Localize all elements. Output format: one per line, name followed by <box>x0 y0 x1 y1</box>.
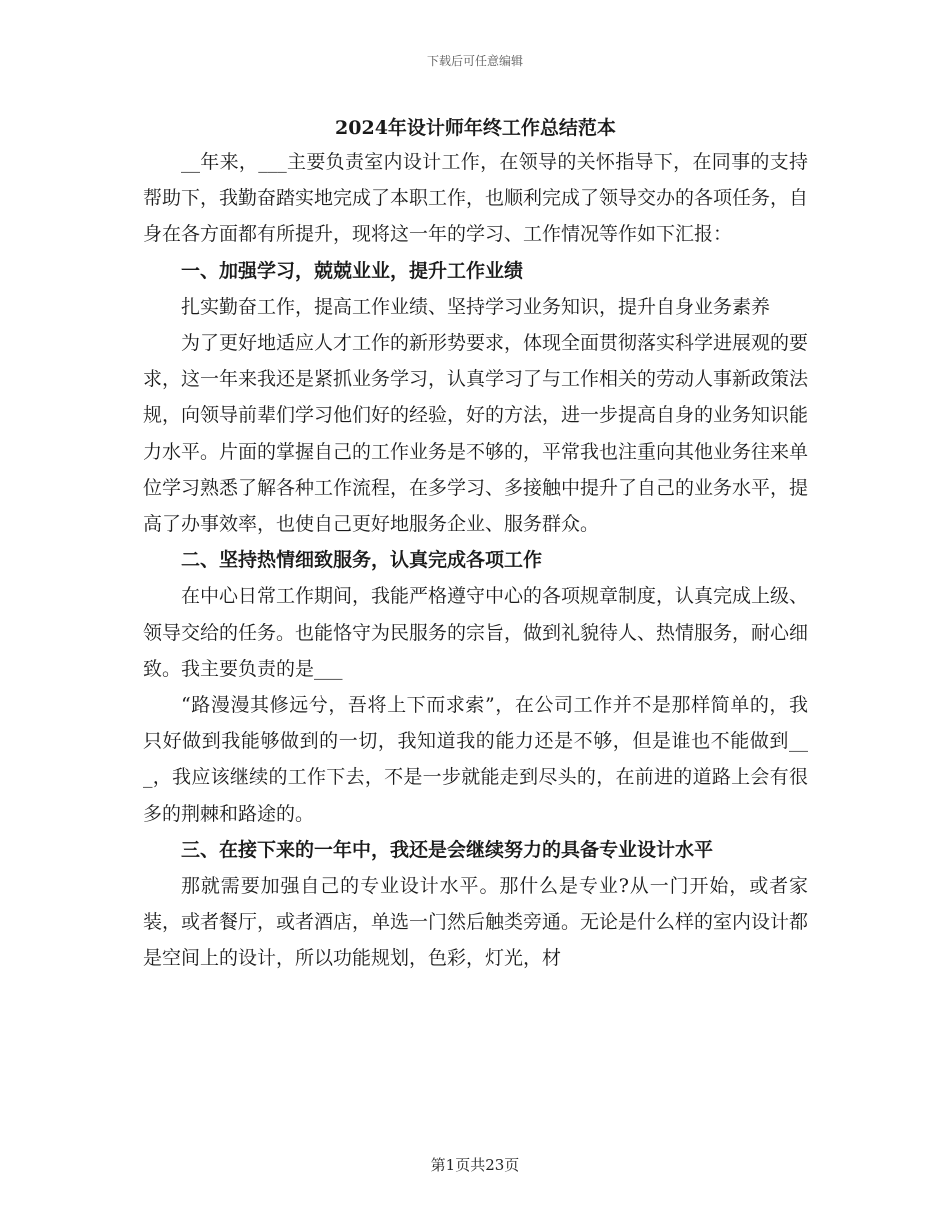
paragraph-intro: __年来，___主要负责室内设计工作，在领导的关怀指导下，在同事的支持帮助下，我勤奋踏实地完成了本职工作，也顺利完成了领导交办的各项任务，自身在各方面都有所提升，现将这一年的学习、工作情况等作如下汇报： <box>143 151 809 246</box>
section-heading-1: 一、加强学习，兢兢业业，提升工作业绩 <box>181 259 524 282</box>
section-heading-3: 三、在接下来的一年中，我还是会继续努力的具备专业设计水平 <box>181 838 714 861</box>
page-header-note: 下载后可任意编辑 <box>426 54 523 68</box>
paragraph-3: 为了更好地适应人才工作的新形势要求，体现全面贯彻落实科学进展观的要求，这一年来我还是紧抓业务学习，认真学习了与工作相关的劳动人事新政策法规，向领导前辈们学习他们好的经验，好的方法，进一步提高自身的业务知识能力水平。片面的掌握自己的工作业务是不够的，平常我也注重向其他业务往来单位学习熟悉了解各种工作流程，在多学习、多接触中提升了自己的业务水平，提高了办事效率，也使自己更好地服务企业、服务群众。 <box>143 332 809 536</box>
paragraph-5: “路漫漫其修远兮，吾将上下而求索”，在公司工作并不是那样简单的，我只好做到我能够做到的一切，我知道我的能力还是不够，但是谁也不能做到___，我应该继续的工作下去，不是一步就能走到尽头的，在前进的道路上会有很多的荆棘和路途的。 <box>143 694 808 825</box>
paragraph-6: 那就需要加强自己的专业设计水平。那什么是专业?从一门开始，或者家装，或者餐厅，或者酒店，单选一门然后触类旁通。无论是什么样的室内设计都是空间上的设计，所以功能规划，色彩，灯光，材 <box>143 875 809 970</box>
paragraph-4: 在中心日常工作期间，我能严格遵守中心的各项规章制度，认真完成上级、领导交给的任务。也能恪守为民服务的宗旨，做到礼貌待人、热情服务，耐心细致。我主要负责的是___ <box>143 585 809 680</box>
document-body <box>143 112 808 977</box>
section-heading-2: 二、坚持热情细致服务，认真完成各项工作 <box>181 549 543 572</box>
page-number: 第1页共23页 <box>430 1156 520 1174</box>
document-title: 2024年设计师年终工作总结范本 <box>335 117 616 139</box>
paragraph-2: 扎实勤奋工作，提高工作业绩、坚持学习业务知识，提升自身业务素养 <box>181 295 771 318</box>
